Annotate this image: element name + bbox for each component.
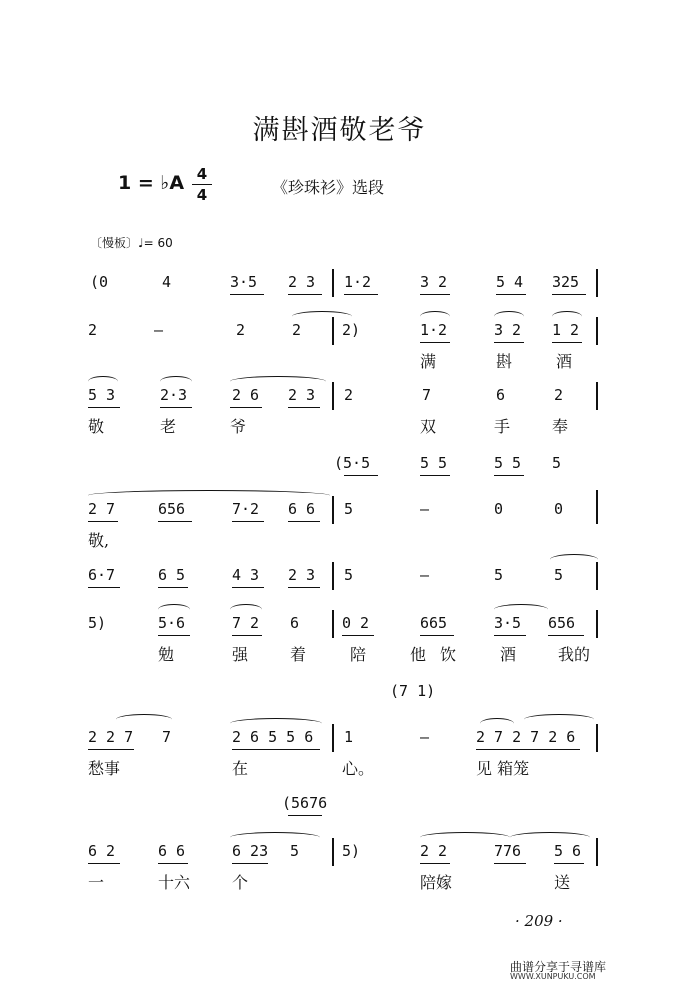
note-group: 2) <box>342 321 361 339</box>
note-group: 776 <box>494 842 522 860</box>
note-group: 6·7 <box>88 566 116 584</box>
note-group: 5 6 <box>554 842 582 860</box>
note-group: 7 <box>422 386 432 404</box>
note-group: 2 3 <box>288 386 316 404</box>
note-group: — <box>154 321 164 339</box>
note-group: 2 <box>292 321 302 339</box>
note-group: 5 <box>290 842 300 860</box>
note-group: 5 <box>494 566 504 584</box>
note-group: 1·2 <box>420 321 448 339</box>
note-group: 5) <box>88 614 107 632</box>
lyric: 强 <box>232 645 249 664</box>
note-group: 3 2 <box>494 321 522 339</box>
lyric: 满 <box>420 352 437 371</box>
time-signature <box>190 164 214 205</box>
score-line-4 <box>80 454 600 492</box>
lyric: 愁事 <box>88 759 121 778</box>
time-top: 4 <box>196 165 208 183</box>
lyric: 老 <box>160 417 177 436</box>
time-bottom: 4 <box>196 186 208 204</box>
note-group: 1 <box>344 728 354 746</box>
note-group: 6 2 <box>88 842 116 860</box>
note-group: 5 <box>344 500 354 518</box>
note-group: 6 6 <box>288 500 316 518</box>
lyric: 陪嫁 <box>420 873 453 892</box>
score-line-9 <box>80 728 600 778</box>
lyric: 个 <box>232 873 249 892</box>
lyric: 爷 <box>230 417 247 436</box>
note-group: 656 <box>548 614 576 632</box>
lyric: 手 <box>494 417 511 436</box>
note-group: 2 3 <box>288 566 316 584</box>
lyric: 斟 <box>496 352 513 371</box>
note-group: 5·6 <box>158 614 186 632</box>
source-label: 《珍珠衫》选段 <box>272 178 385 197</box>
score-line-5 <box>80 500 600 550</box>
lyric: 送 <box>554 873 571 892</box>
note-group: 4 3 <box>232 566 260 584</box>
note-group: 3·5 <box>230 273 258 291</box>
lyric: 敬 <box>88 417 105 436</box>
page-title: 满斟酒敬老爷 <box>252 115 427 146</box>
score-line-1 <box>80 273 600 311</box>
note-group: 2 <box>344 386 354 404</box>
note-group: — <box>420 566 430 584</box>
lyric: 酒 <box>500 645 517 664</box>
note-group: 6 5 <box>158 566 186 584</box>
note-group: 5 5 <box>494 454 522 472</box>
lyric: 饮 <box>440 645 457 664</box>
note-group: 2 <box>88 321 98 339</box>
note-group: 656 <box>158 500 186 518</box>
watermark-url: WWW.XUNPUKU.COM <box>510 972 596 981</box>
note-group: 7 2 <box>232 614 260 632</box>
note-group: 0 2 <box>342 614 370 632</box>
note-group: 2 7 2 7 2 6 <box>476 728 576 746</box>
note-group: 2 6 5 5 6 <box>232 728 314 746</box>
lyric: 我的 <box>558 645 591 664</box>
note-group: 2 6 <box>232 386 260 404</box>
note-group: 6 6 <box>158 842 186 860</box>
page-number: · 209 · <box>515 912 563 930</box>
note-group: 2 2 7 <box>88 728 134 746</box>
lyric: 十六 <box>158 873 191 892</box>
note-group: 0 <box>494 500 504 518</box>
lyric: 在 <box>232 759 249 778</box>
score-line-6 <box>80 566 600 604</box>
lyric: 一 <box>88 873 105 892</box>
lyric: 敬, <box>88 531 110 550</box>
note-group: 2·3 <box>160 386 188 404</box>
note-group: — <box>420 728 430 746</box>
score-line-2 <box>80 321 600 371</box>
note-group: 3·5 <box>494 614 522 632</box>
lyric: 他 <box>410 645 427 664</box>
note-group: 2 <box>236 321 246 339</box>
note-group: 2 3 <box>288 273 316 291</box>
lyric: 陪 <box>350 645 367 664</box>
watermark: 曲谱分享于寻谱库 <box>510 960 607 974</box>
note-group: 1 2 <box>552 321 580 339</box>
note-group: 325 <box>552 273 580 291</box>
note-group: 665 <box>420 614 448 632</box>
lyric: 奉 <box>552 417 569 436</box>
note-group: 5 <box>344 566 354 584</box>
lyric: 勉 <box>158 645 175 664</box>
lyric: 酒 <box>556 352 573 371</box>
note-group: (5676 <box>282 794 328 812</box>
note-group: (7 1) <box>390 682 436 700</box>
note-group: 5 <box>554 566 564 584</box>
note-group: 4 <box>162 273 172 291</box>
note-group: 7·2 <box>232 500 260 518</box>
note-group: 5 5 <box>420 454 448 472</box>
score-line-7 <box>80 614 600 664</box>
note-group: (0 <box>90 273 109 291</box>
note-group: 6 <box>290 614 300 632</box>
score-line-11 <box>80 842 600 892</box>
note-group: 7 <box>162 728 172 746</box>
lyric: 见 箱笼 <box>476 759 530 778</box>
note-group: 6 <box>496 386 506 404</box>
score-line-10 <box>80 794 600 832</box>
note-group: — <box>420 500 430 518</box>
note-group: 5 4 <box>496 273 524 291</box>
note-group: (5·5 <box>334 454 371 472</box>
key-signature: 1 = ♭A <box>118 172 185 194</box>
note-group: 5 <box>552 454 562 472</box>
note-group: 3 2 <box>420 273 448 291</box>
note-group: 2 <box>554 386 564 404</box>
lyric: 双 <box>420 417 437 436</box>
score-line-3 <box>80 386 600 436</box>
note-group: 5 3 <box>88 386 116 404</box>
note-group: 5) <box>342 842 361 860</box>
tempo-marking: 〔慢板〕♩= 60 <box>90 236 173 250</box>
lyric: 着 <box>290 645 307 664</box>
note-group: 2 7 <box>88 500 116 518</box>
note-group: 1·2 <box>344 273 372 291</box>
note-group: 2 2 <box>420 842 448 860</box>
note-group: 0 <box>554 500 564 518</box>
lyric: 心。 <box>342 759 375 778</box>
note-group: 6 23 <box>232 842 269 860</box>
